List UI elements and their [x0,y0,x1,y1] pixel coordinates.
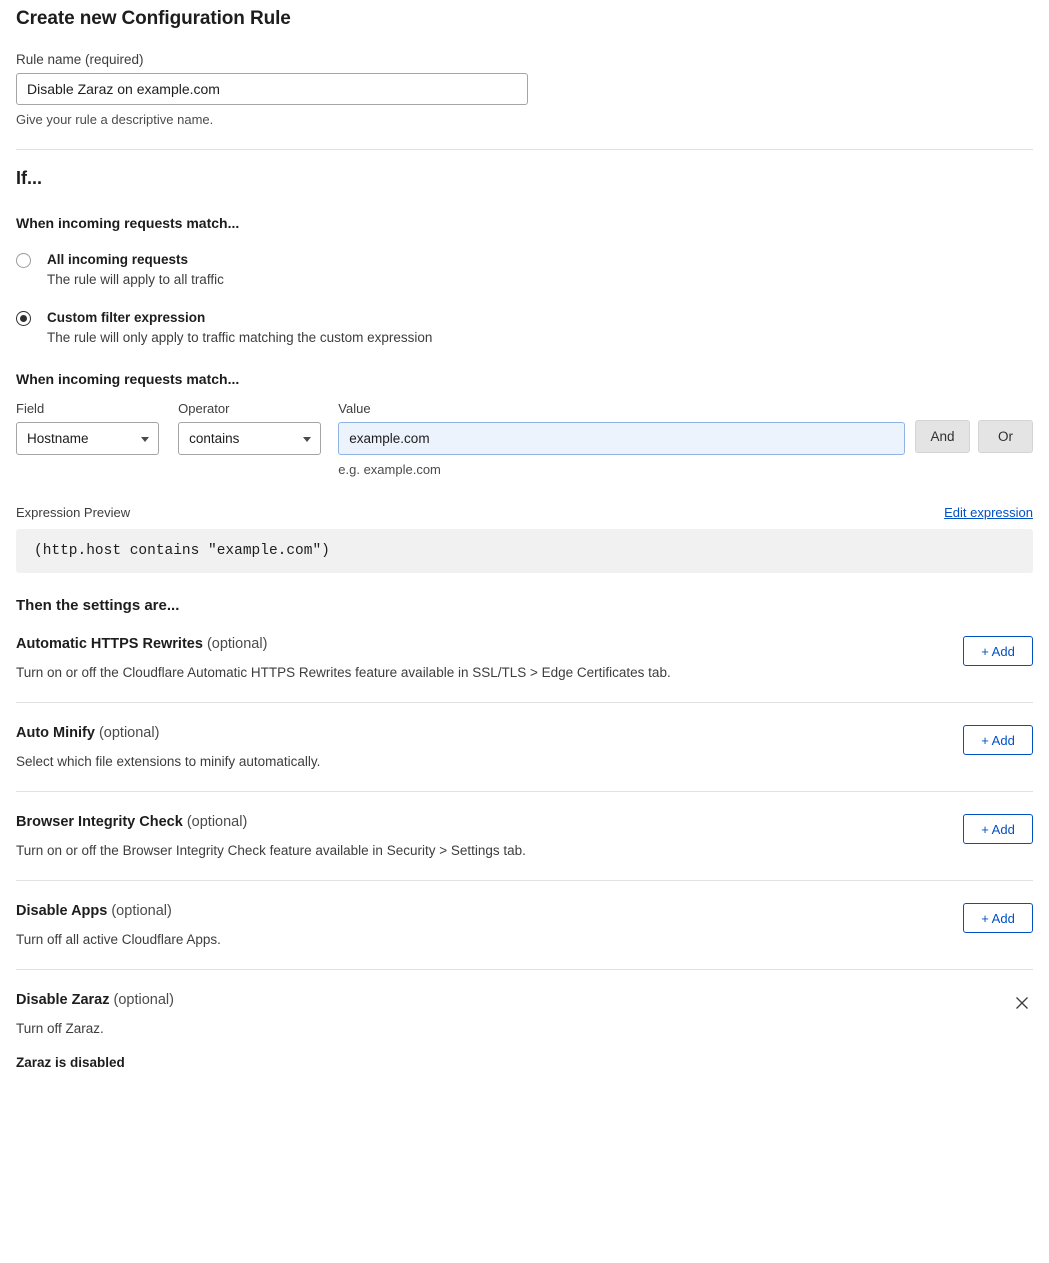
setting-name: Disable Apps [16,903,108,919]
rule-name-input[interactable] [16,73,528,105]
setting-description: Turn off all active Cloudflare Apps. [16,932,221,947]
setting-optional: (optional) [109,992,174,1008]
or-button[interactable]: Or [978,420,1033,453]
and-button[interactable]: And [915,420,970,453]
setting-optional: (optional) [107,903,172,919]
setting-name: Automatic HTTPS Rewrites [16,636,203,652]
status-badge: Zaraz is disabled [16,1055,125,1070]
radio-icon-selected[interactable] [16,311,31,326]
add-button[interactable]: + Add [963,814,1033,844]
rule-name-label: Rule name (required) [16,52,144,67]
expression-preview-box: (http.host contains "example.com") [16,529,1033,573]
if-section-heading: If... [16,168,42,188]
radio-label: All incoming requests [47,252,189,267]
page-title: Create new Configuration Rule [16,8,291,29]
add-button[interactable]: + Add [963,636,1033,666]
setting-optional: (optional) [182,814,248,830]
setting-description: Select which file extensions to minify automatically. [16,754,321,769]
setting-name: Auto Minify [16,725,95,741]
builder-heading: When incoming requests match... [16,371,240,387]
add-button[interactable]: + Add [963,903,1033,933]
setting-title [16,992,174,1008]
field-label: Field [16,401,45,416]
field-select-value: Hostname [27,431,89,446]
setting-description: Turn off Zaraz. [16,1021,104,1036]
value-hint: e.g. example.com [338,462,441,477]
match-mode-radio-group [16,251,1033,345]
setting-browser-integrity-check [16,792,1033,881]
chevron-down-icon [141,437,149,442]
field-select[interactable] [16,422,159,455]
radio-label: Custom filter expression [47,310,206,325]
radio-all-incoming-requests[interactable] [16,251,1033,287]
setting-title [16,903,221,919]
value-label: Value [338,401,371,416]
close-icon[interactable] [1011,992,1033,1014]
operator-select-value: contains [189,431,240,446]
match-heading: When incoming requests match... [16,215,240,231]
setting-title [16,814,526,830]
operator-column [178,401,321,455]
setting-auto-minify [16,703,1033,792]
setting-title [16,725,320,741]
setting-automatic-https-rewrites [16,614,1033,703]
expression-preview-label: Expression Preview [16,505,131,520]
field-column [16,401,159,455]
edit-expression-link[interactable]: Edit expression [944,505,1033,520]
chevron-down-icon [303,437,311,442]
divider [16,149,1033,150]
radio-icon[interactable] [16,253,31,268]
setting-name: Disable Zaraz [16,992,110,1008]
radio-custom-filter-expression[interactable] [16,309,1033,345]
expression-preview-header [16,505,1033,520]
setting-description: Turn on or off the Cloudflare Automatic HTTPS Rewrites feature available in SSL/TLS > Edge Certificates tab. [16,665,671,680]
radio-description: The rule will apply to all traffic [47,272,224,287]
setting-disable-zaraz [16,970,1033,1092]
setting-disable-apps [16,881,1033,970]
setting-title [16,636,671,652]
value-column [338,401,905,477]
expression-builder [16,401,1033,477]
value-input[interactable] [338,422,905,455]
setting-optional: (optional) [94,725,160,741]
rule-name-helper: Give your rule a descriptive name. [16,112,214,127]
radio-description: The rule will only apply to traffic matching the custom expression [47,330,433,345]
setting-description: Turn on or off the Browser Integrity Check feature available in Security > Settings tab. [16,843,526,858]
setting-optional: (optional) [202,636,268,652]
setting-name: Browser Integrity Check [16,814,183,830]
logic-buttons [915,420,1033,453]
then-section-heading: Then the settings are... [16,597,180,614]
add-button[interactable]: + Add [963,725,1033,755]
operator-label: Operator [178,401,230,416]
operator-select[interactable] [178,422,321,455]
